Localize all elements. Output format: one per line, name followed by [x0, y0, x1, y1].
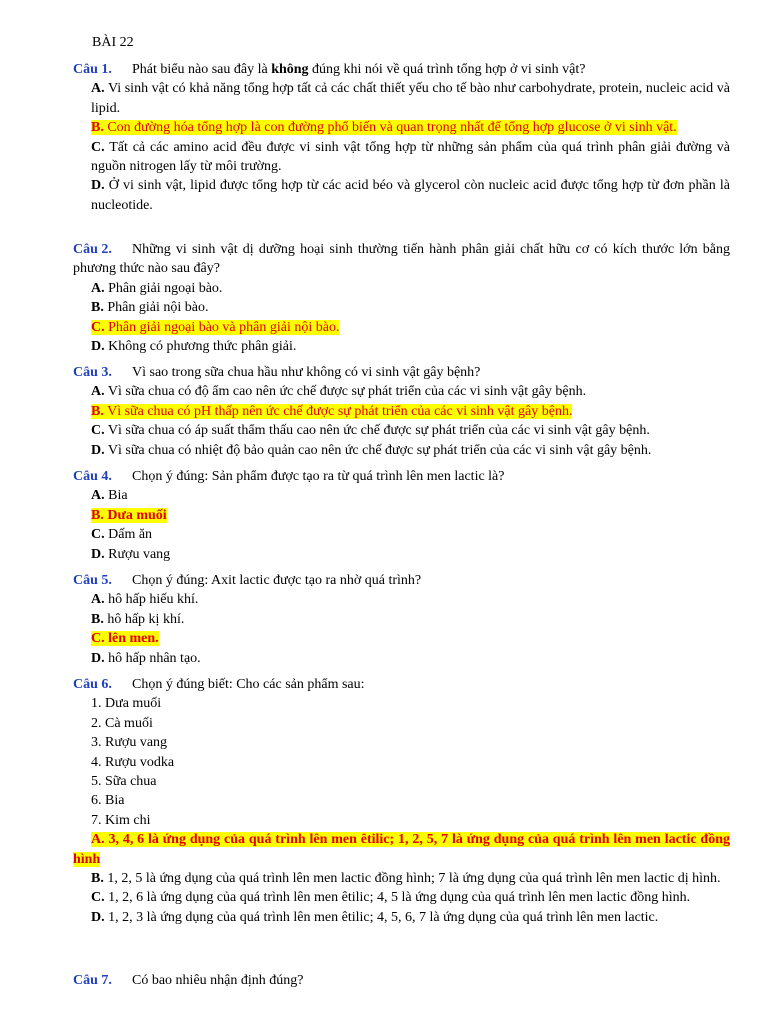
- option-c: [73, 421, 730, 440]
- question-text: Phát biểu nào sau đây là: [132, 62, 272, 77]
- option-label: D.: [91, 546, 105, 562]
- option-text: 1, 2, 3 là ứng dụng của quá trình lên men êtilic; 4, 5, 6, 7 là ứng dụng của quá trình lên men lactic.: [104, 909, 659, 925]
- option-label: A.: [91, 280, 105, 296]
- question-6-stem: [73, 675, 730, 694]
- option-text: hô hấp nhân tạo.: [104, 650, 201, 666]
- question-text: Những vi sinh vật dị dưỡng hoại sinh thường tiến hành phân giải chất hữu cơ có kích thước lớn bằng phương thức nào sau đây?: [73, 242, 730, 277]
- question-text: Chọn ý đúng: Sản phẩm được tạo ra từ quá trình lên men lactic là?: [132, 469, 505, 484]
- option-c: [73, 525, 730, 544]
- list-item: 1. Dưa muối: [91, 696, 162, 712]
- question-number: Câu 3.: [73, 365, 112, 380]
- option-text: Bia: [104, 488, 128, 504]
- option-text: Phân giải ngoại bào và phân giải nội bào.: [104, 319, 340, 335]
- option-text: Vì sữa chua có nhiệt độ bảo quản cao nên ức chế được sự phát triển của các vi sinh vật gây bệnh.: [104, 442, 652, 458]
- question-1: [73, 60, 730, 215]
- option-label: A.: [91, 488, 105, 504]
- option-text: Dưa muối: [103, 507, 167, 523]
- option-b-answer: [73, 506, 730, 525]
- option-b: [73, 298, 730, 317]
- question-6: [73, 675, 730, 927]
- option-text: A. 3, 4, 6 là ứng dụng của quá trình lên men êtilic; 1, 2, 5, 7 là ứng dụng của quá trình lên men lactic đồng hình: [73, 832, 730, 867]
- question-number: Câu 6.: [73, 677, 112, 692]
- question-2-stem: [73, 240, 730, 279]
- option-text: Ở vi sinh vật, lipid được tổng hợp từ các acid béo và glycerol còn nucleic acid được tổng hợp từ đơn phần là nucleotide.: [91, 178, 730, 213]
- question-4: [73, 467, 730, 564]
- question-text: Vì sao trong sữa chua hầu như không có vi sinh vật gây bệnh?: [132, 365, 481, 380]
- option-a: [73, 590, 730, 609]
- option-text: Phân giải ngoại bào.: [104, 280, 223, 296]
- emphasis-text: không: [271, 62, 309, 77]
- list-item: 7. Kim chi: [91, 812, 151, 828]
- question-5-stem: [73, 571, 730, 590]
- question-1-stem: [73, 60, 730, 79]
- option-label: A.: [91, 81, 105, 97]
- option-text: hô hấp kị khí.: [103, 611, 185, 627]
- option-label: D.: [91, 178, 105, 194]
- question-7-stem: [73, 971, 730, 990]
- option-d: [73, 441, 730, 460]
- option-b: [73, 869, 730, 888]
- option-b-answer: [73, 402, 730, 421]
- option-c: [73, 888, 730, 907]
- option-text: Tất cả các amino acid đều được vi sinh vật tổng hợp từ những sản phẩm của quá trình phân giải đường và nguồn nitrogen lấy từ môi trường.: [91, 139, 730, 175]
- question-4-stem: [73, 467, 730, 486]
- option-a: [73, 486, 730, 505]
- option-text: Vi sinh vật có khả năng tổng hợp tất cả các chất thiết yếu cho tế bào như carbohydrate, protein, nucleic acid và lipid.: [91, 81, 730, 116]
- option-label: D.: [91, 909, 105, 925]
- list-item: 5. Sữa chua: [91, 774, 157, 790]
- question-number: Câu 5.: [73, 573, 112, 588]
- question-2: [73, 240, 730, 356]
- question-text: Chọn ý đúng biết: Cho các sản phẩm sau:: [132, 677, 365, 692]
- option-d: [73, 176, 730, 215]
- option-text: hô hấp hiếu khí.: [104, 592, 199, 608]
- option-label: B.: [91, 300, 104, 316]
- option-d: [73, 908, 730, 927]
- option-d: [73, 545, 730, 564]
- question-number: Câu 7.: [73, 973, 112, 988]
- list-item: 3. Rượu vang: [91, 735, 168, 751]
- option-label: C.: [91, 890, 105, 906]
- question-5: [73, 571, 730, 668]
- option-text: Phân giải nội bào.: [103, 300, 209, 316]
- option-label: B.: [91, 120, 104, 136]
- option-label: B.: [91, 403, 104, 419]
- question-text: Có bao nhiêu nhận định đúng?: [132, 973, 304, 988]
- option-text: Vì sữa chua có độ ẩm cao nên ức chế được sự phát triển của các vi sinh vật gây bệnh.: [104, 384, 587, 400]
- option-text: 1, 2, 5 là ứng dụng của quá trình lên men lactic đồng hình; 7 là ứng dụng của quá trình lên men lactic dị hình.: [103, 871, 721, 887]
- option-label: B.: [91, 611, 104, 627]
- list-item: 2. Cà muối: [91, 715, 153, 731]
- option-label: D.: [91, 650, 105, 666]
- option-text: Vì sữa chua có áp suất thẩm thấu cao nên ức chế được sự phát triển của các vi sinh vật gây bệnh.: [104, 423, 650, 439]
- option-label: D.: [91, 339, 105, 355]
- option-label: A.: [91, 592, 105, 608]
- option-label: C.: [91, 631, 105, 647]
- question-text: Chọn ý đúng: Axit lactic được tạo ra nhờ quá trình?: [132, 573, 422, 588]
- question-number: Câu 4.: [73, 469, 112, 484]
- question-3: [73, 363, 730, 460]
- option-label: C.: [91, 139, 105, 155]
- option-d: [73, 649, 730, 668]
- option-text: Con đường hóa tổng hợp là con đường phổ biến và quan trọng nhất để tổng hợp glucose ở vi sinh vật.: [103, 120, 677, 136]
- option-label: B.: [91, 871, 104, 887]
- question-number: Câu 2.: [73, 242, 112, 257]
- option-label: B.: [91, 507, 104, 523]
- option-label: C.: [91, 423, 105, 439]
- option-text: 1, 2, 6 là ứng dụng của quá trình lên men êtilic; 4, 5 là ứng dụng của quá trình lên men lactic đồng hình.: [104, 890, 691, 906]
- option-d: [73, 337, 730, 356]
- option-label: C.: [91, 527, 105, 543]
- option-text: Rượu vang: [104, 546, 171, 562]
- option-c-answer: [73, 318, 730, 337]
- option-a: [73, 279, 730, 298]
- option-c-answer: [73, 629, 730, 648]
- question-text: đúng khi nói về quá trình tổng hợp ở vi sinh vật?: [308, 62, 586, 77]
- option-a: [73, 79, 730, 118]
- lesson-title: BÀI 22: [92, 35, 134, 50]
- option-text: Dấm ăn: [104, 527, 153, 543]
- option-b-answer: [73, 118, 730, 137]
- list-item: 4. Rượu vodka: [91, 754, 175, 770]
- option-text: Vì sữa chua có pH thấp nên ức chế được sự phát triển của các vi sinh vật gây bệnh.: [103, 403, 573, 419]
- option-label: C.: [91, 319, 105, 335]
- option-a: [73, 382, 730, 401]
- option-text: Không có phương thức phân giải.: [104, 339, 297, 355]
- question-7: [73, 971, 730, 990]
- option-a-answer: [73, 830, 730, 869]
- option-label: A.: [91, 384, 105, 400]
- option-label: D.: [91, 442, 105, 458]
- list-item: 6. Bia: [91, 793, 125, 809]
- question-number: Câu 1.: [73, 62, 112, 77]
- option-c: [73, 138, 730, 177]
- question-3-stem: [73, 363, 730, 382]
- option-text: lên men.: [104, 631, 159, 647]
- option-b: [73, 610, 730, 629]
